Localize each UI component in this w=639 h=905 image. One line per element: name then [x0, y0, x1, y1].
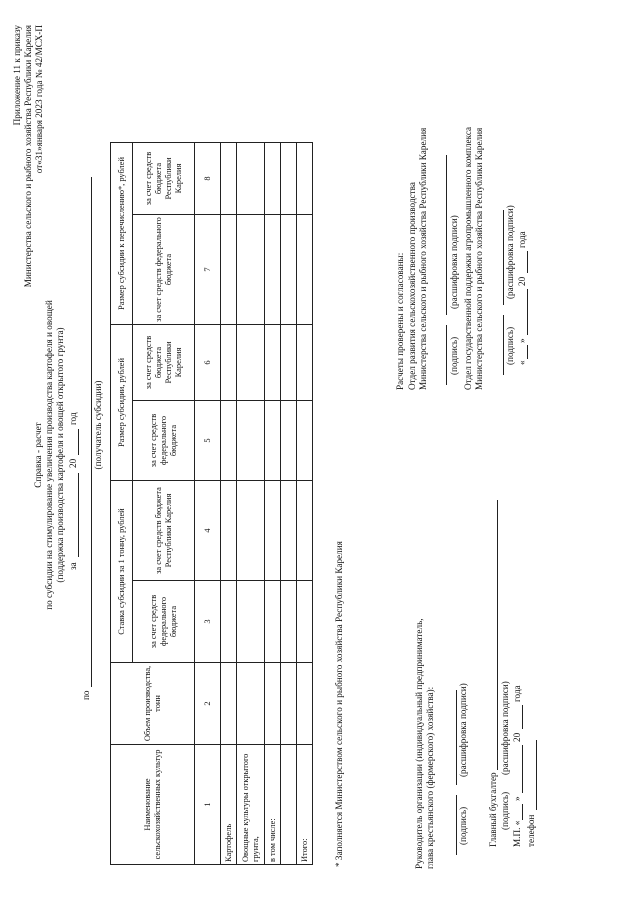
dept2-decode-field[interactable]	[503, 210, 504, 305]
period-year-field[interactable]	[78, 429, 79, 455]
doc-subtitle: по субсидии на стимулирование увеличения производства картофеля и овощей	[44, 300, 54, 610]
col-num-5: 5	[195, 401, 221, 481]
dept1-decode-caption: (расшифровка подписи)	[449, 215, 459, 309]
head-label-2: глава крестьянского (фермерского) хозяйства):	[425, 686, 435, 869]
head-decode-field[interactable]	[456, 690, 457, 785]
stamp-god: года	[512, 685, 522, 702]
approval-date-close: »	[517, 338, 527, 343]
stamp-year: 20	[512, 732, 522, 742]
col-num-7: 7	[195, 215, 221, 325]
head-decode-caption: (расшифровка подписи)	[458, 683, 468, 777]
head-sign-caption: (подпись)	[458, 806, 468, 845]
approval-year: 20	[517, 276, 527, 286]
col-num-3: 3	[195, 581, 221, 663]
doc-subtitle-2: (поддержка производства картофеля и овощей открытого грунта)	[55, 327, 65, 583]
dept1-sign-caption: (подпись)	[449, 336, 459, 375]
col-num-4: 4	[195, 481, 221, 581]
table-row	[281, 143, 297, 865]
table-row	[297, 143, 313, 865]
approval-label: Расчеты проверены и согласованы:	[395, 252, 405, 390]
accountant-sign-caption: (подпись)	[500, 791, 510, 830]
table-row	[221, 143, 237, 865]
period-label: за	[68, 562, 78, 570]
recipient-caption: (получатель субсидии)	[93, 380, 103, 470]
row-label-blank[interactable]	[281, 745, 297, 865]
accountant-decode-caption: (расшифровка подписи)	[500, 681, 510, 775]
period-year: 20	[68, 458, 78, 468]
recipient-field[interactable]	[91, 177, 92, 687]
dept2-sign-caption: (подпись)	[505, 326, 515, 365]
col-num-1: 1	[195, 745, 221, 865]
header-rate-republic: за счет средств бюджета Республики Карелия	[133, 481, 195, 581]
stamp-date-label: М.П. «	[512, 820, 522, 847]
dept1-line-b: Министерства сельского и рыбного хозяйства Республики Карелия	[418, 127, 428, 390]
header-rate: Ставка субсидии за 1 тонну, рублей	[111, 481, 133, 663]
appendix-line-2: Министерства сельского и рыбного хозяйства Республики Карелия	[23, 25, 33, 288]
dept1-line-a: Отдел развития сельскохозяйственного производства	[407, 182, 417, 390]
column-numbers-row	[195, 143, 221, 865]
header-size: Размер субсидии, рублей	[111, 325, 133, 481]
approval-date-open: «	[517, 360, 527, 365]
header-size-federal: за счет средств федерального бюджета	[133, 401, 195, 481]
header-rate-federal: за счет средств федерального бюджета	[133, 581, 195, 663]
phone-field[interactable]	[536, 740, 537, 810]
dept2-line-b: Министерства сельского и рыбного хозяйства Республики Карелия	[474, 127, 484, 390]
header-culture: Наименование сельскохозяйственных культур	[111, 745, 195, 865]
stamp-date-close: »	[512, 796, 522, 801]
approval-god: года	[517, 231, 527, 248]
dept2-decode-caption: (расшифровка подписи)	[505, 205, 515, 299]
period-god: год	[68, 412, 78, 425]
stamp-year-field[interactable]	[522, 705, 523, 729]
recipient-label: по	[81, 690, 91, 700]
header-transfer: Размер субсидии к перечислению*, рублей	[111, 143, 133, 325]
head-label-1: Руководитель организации (индивидуальный предприниматель,	[414, 618, 424, 869]
period-field[interactable]	[78, 473, 79, 557]
table-row	[237, 143, 265, 865]
stamp-month-field[interactable]	[522, 745, 523, 793]
col-num-8: 8	[195, 143, 221, 215]
header-transfer-federal: за счет средств федерального бюджета	[133, 215, 195, 325]
phone-label: телефон	[526, 814, 536, 847]
appendix-line-1: Приложение 11 к приказу	[12, 25, 22, 126]
doc-title: Справка - расчет	[33, 422, 43, 488]
subsidy-table	[110, 142, 313, 865]
col-num-2: 2	[195, 663, 221, 745]
row-label-vegetables: Овощные культуры открытого грунта,	[237, 745, 265, 865]
row-label-total: Итого:	[297, 745, 313, 865]
appendix-line-3: от«31»января 2023 года № 42/МСХ-П	[34, 25, 44, 174]
footnote: * Заполняется Министерством сельского и рыбного хозяйства Республики Карелия	[334, 541, 344, 867]
approval-year-field[interactable]	[527, 251, 528, 273]
accountant-label: Главный бухгалтер	[488, 772, 498, 847]
head-sign-field[interactable]	[456, 795, 457, 855]
approval-month-field[interactable]	[527, 289, 528, 335]
approval-day-field[interactable]	[527, 345, 528, 359]
row-label-including: в том числе:	[265, 745, 281, 865]
dept2-line-a: Отдел государственной поддержки агропромышленного комплекса	[463, 126, 473, 390]
row-label-potato: Картофель	[221, 745, 237, 865]
dept1-decode-field[interactable]	[446, 155, 447, 315]
accountant-field[interactable]	[497, 500, 498, 770]
header-size-republic: за счет средств бюджета Республики Карелия	[133, 325, 195, 401]
header-transfer-republic: за счет средств бюджета Республики Карелия	[133, 143, 195, 215]
dept1-sign-field[interactable]	[446, 325, 447, 385]
dept2-sign-field[interactable]	[503, 315, 504, 375]
table-row	[265, 143, 281, 865]
stamp-day-field[interactable]	[522, 804, 523, 820]
col-num-6: 6	[195, 325, 221, 401]
header-volume: Объем производства, тонн	[111, 663, 195, 745]
